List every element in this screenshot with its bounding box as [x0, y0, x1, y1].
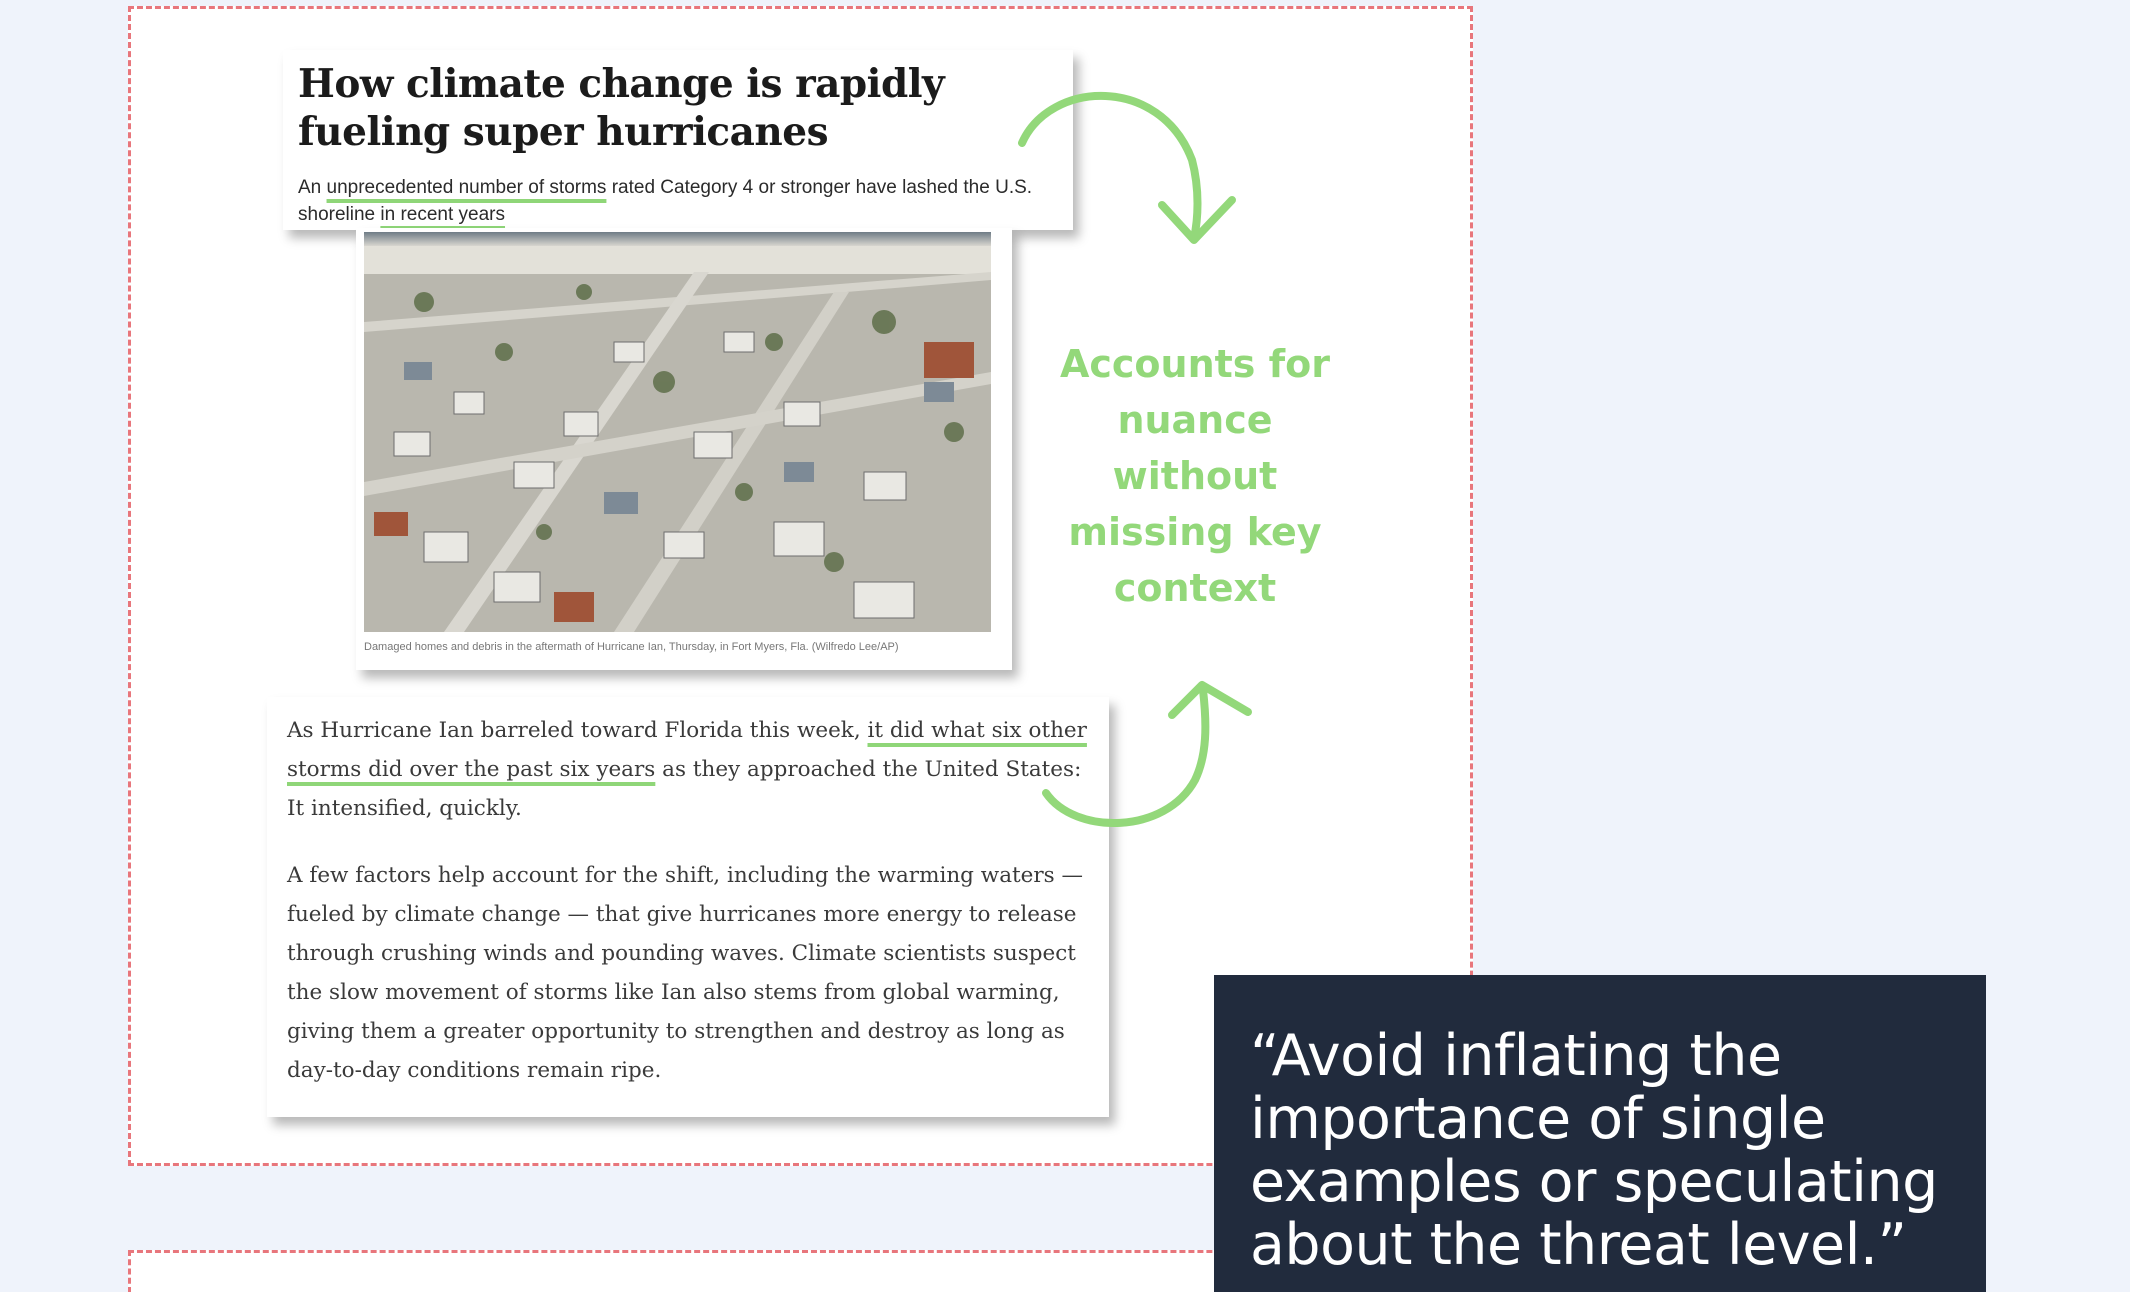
annotation-text: Accounts for nuance without missing key context	[1059, 342, 1331, 610]
photo-caption: Damaged homes and debris in the aftermath of Hurricane Ian, Thursday, in Fort Myers, Fla. (Wilfredo Lee/AP)	[364, 641, 899, 653]
subhead-text: rated Category 4 or stronger have lashed the U.S. shoreline	[298, 177, 1033, 225]
paragraph-text: as they approached the United States: It intensified, quickly.	[287, 757, 1082, 821]
article-body-card	[267, 697, 1109, 1117]
photo-card	[356, 228, 1012, 670]
quote-text: “Avoid inflating the importance of single examples or speculating about the threat level.”	[1250, 1023, 1938, 1278]
article-paragraph-1	[287, 711, 1089, 828]
article-headline: How climate change is rapidly fueling super hurricanes	[298, 61, 945, 155]
paragraph-highlight: it did what six other storms did over the past six years	[287, 718, 1087, 782]
article-subhead	[298, 174, 1058, 228]
subhead-highlight-storms: unprecedented number of storms	[326, 177, 607, 198]
article-paragraph-2: A few factors help account for the shift, including the warming waters — fueled by climate change — that give hurricanes more energy to release through crushing winds and pounding waves. Climate scientists suspect the slow movement of storms like Ian also stems from global warming, giving them a greater opportunity to strengthen and destroy as long as day-to-day conditions remain ripe.	[287, 863, 1084, 1083]
paragraph-text: As Hurricane Ian barreled toward Florida this week,	[287, 718, 868, 743]
subhead-highlight-recent: in recent years	[380, 204, 506, 225]
curved-arrow-down-icon	[1010, 80, 1250, 260]
hurricane-aerial-photo	[364, 232, 991, 632]
aerial-photo-illustration	[364, 232, 991, 632]
headline-card	[283, 50, 1073, 230]
curved-arrow-up-icon	[1035, 670, 1265, 850]
quote-box	[1214, 975, 1986, 1292]
subhead-text: An	[298, 177, 327, 198]
